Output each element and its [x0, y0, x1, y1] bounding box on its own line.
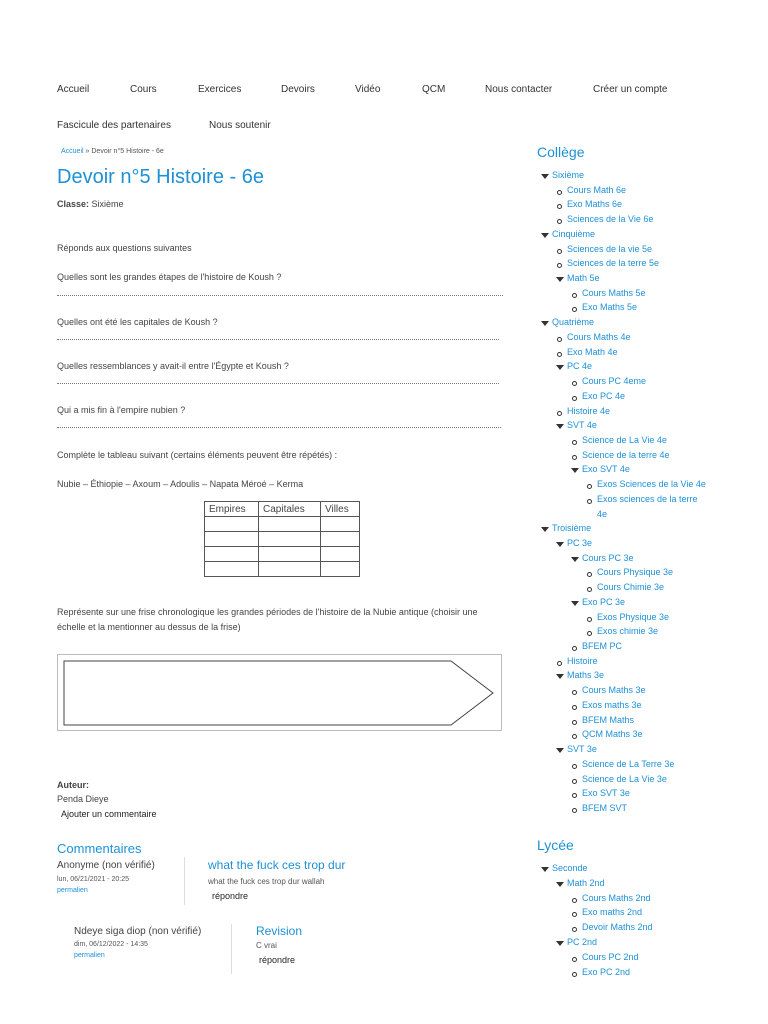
sidebar-item[interactable]: Cours Maths 2nd — [582, 892, 651, 903]
bullet-icon — [572, 690, 577, 695]
breadcrumb-separator: » — [83, 148, 92, 155]
nav-cours[interactable]: Cours — [130, 84, 157, 95]
author-label: Auteur: — [57, 780, 89, 790]
table-cell — [205, 562, 259, 577]
table-cell — [259, 517, 321, 532]
comments-title: Commentaires — [57, 841, 142, 856]
author-name: Penda Dieye — [57, 794, 109, 804]
bullet-icon — [572, 793, 577, 798]
bullet-icon — [572, 972, 577, 977]
sidebar-item[interactable]: Cours Maths 3e — [582, 685, 646, 696]
sidebar-item[interactable]: Exo Maths 6e — [567, 199, 623, 210]
caret-down-icon[interactable] — [571, 557, 579, 562]
sidebar-item[interactable]: Exo Maths 5e — [582, 302, 638, 313]
comment-divider — [231, 924, 232, 974]
sidebar-item[interactable]: Science de La Vie 3e — [582, 773, 667, 784]
sidebar-item[interactable]: Cours PC 4eme — [582, 376, 647, 387]
word-list: Nubie – Éthiopie – Axoum – Adoulis – Napata Méroé – Kerma — [57, 479, 304, 489]
comment-title: what the fuck ces trop dur — [208, 858, 346, 872]
bullet-icon — [587, 587, 592, 592]
comment-body: C vrai — [256, 941, 277, 950]
caret-down-icon[interactable] — [571, 601, 579, 606]
frise-instruction: Représente sur une frise chronologique les grandes périodes de l'histoire de la Nubie antique (choisir une échelle et la mentionner au dessus de la frise) — [57, 607, 478, 632]
sidebar-item[interactable]: Exo PC 4e — [582, 390, 626, 401]
intro-text: Réponds aux questions suivantes — [57, 243, 192, 253]
empires-table — [204, 501, 360, 577]
add-comment-link[interactable]: Ajouter un commentaire — [61, 809, 157, 819]
table-header-villes: Villes — [321, 502, 360, 517]
table-row — [205, 517, 360, 532]
comment-title: Revision — [256, 924, 303, 938]
answer-line-2 — [57, 339, 499, 340]
caret-down-icon[interactable] — [541, 233, 549, 238]
sidebar-item[interactable]: Exos Physique 3e — [597, 611, 670, 622]
table-cell — [205, 547, 259, 562]
comment-author: Anonyme (non vérifié) — [57, 860, 155, 871]
bullet-icon — [557, 661, 562, 666]
sidebar-item[interactable]: Cours Maths 4e — [567, 331, 631, 342]
table-row — [205, 532, 360, 547]
sidebar-item[interactable]: BFEM PC — [582, 641, 623, 652]
nav-creer-compte[interactable]: Créer un compte — [593, 84, 668, 95]
sidebar-item[interactable]: Seconde — [552, 863, 588, 873]
sidebar-item[interactable]: Exos chimie 3e — [597, 626, 659, 637]
table-header-empires: Empires — [205, 502, 259, 517]
sidebar-item[interactable]: Cours Chimie 3e — [597, 582, 665, 593]
bullet-icon — [572, 381, 577, 386]
caret-down-icon[interactable] — [556, 748, 564, 753]
sidebar-item[interactable]: Cours PC 2nd — [582, 951, 639, 962]
sidebar-item[interactable]: SVT 4e — [567, 420, 597, 431]
bullet-icon — [557, 219, 562, 224]
caret-down-icon[interactable] — [556, 542, 564, 547]
sidebar-item[interactable]: Exo maths 2nd — [582, 907, 643, 918]
nav-nous-contacter[interactable]: Nous contacter — [485, 84, 553, 95]
sidebar-item[interactable]: Maths 3e — [567, 670, 605, 681]
comment-permalink[interactable]: permalien — [57, 887, 88, 894]
nav-devoirs[interactable]: Devoirs — [281, 84, 315, 95]
bullet-icon — [572, 764, 577, 769]
sidebar-item[interactable]: Cinquième — [552, 228, 596, 239]
sidebar-item[interactable]: SVT 3e — [567, 744, 597, 755]
sidebar-item[interactable]: Cours Physique 3e — [597, 567, 674, 578]
caret-down-icon[interactable] — [556, 424, 564, 429]
caret-down-icon[interactable] — [541, 867, 549, 872]
sidebar-item[interactable]: Science de La Terre 3e — [582, 758, 675, 769]
caret-down-icon[interactable] — [541, 527, 549, 532]
sidebar-college-title: Collège — [537, 144, 585, 160]
bullet-icon — [557, 190, 562, 195]
sidebar-item[interactable]: Cours Maths 5e — [582, 287, 646, 298]
bullet-icon — [572, 646, 577, 651]
caret-down-icon[interactable] — [556, 882, 564, 887]
reply-link[interactable]: répondre — [259, 955, 296, 965]
frise-arrow — [57, 654, 503, 732]
classe-value: Sixième — [91, 199, 124, 209]
bullet-icon — [572, 808, 577, 813]
bullet-icon — [557, 337, 562, 342]
sidebar-item[interactable]: PC 4e — [567, 361, 593, 372]
sidebar-item[interactable]: Math 2nd — [567, 877, 605, 888]
reply-link[interactable]: répondre — [212, 891, 249, 901]
comment-permalink[interactable]: permalien — [74, 952, 105, 959]
sidebar-item[interactable]: Exo SVT 3e — [582, 788, 630, 799]
page-title: Devoir n°5 Histoire - 6e — [57, 166, 264, 188]
sidebar-item[interactable]: Histoire — [567, 655, 598, 666]
sidebar-item[interactable]: PC 3e — [567, 538, 593, 548]
nav-video[interactable]: Vidéo — [355, 84, 381, 95]
sidebar-item[interactable]: 4e — [597, 508, 608, 519]
sidebar-item[interactable]: Exo SVT 4e — [582, 464, 630, 475]
bullet-icon — [572, 720, 577, 725]
question-1: Quelles sont les grandes étapes de l'histoire de Koush ? — [57, 272, 282, 282]
sidebar-item[interactable]: Cours Math 6e — [567, 184, 627, 195]
sidebar-item[interactable]: Exos Sciences de la Vie 4e — [597, 479, 706, 490]
sidebar-item[interactable]: Science de la terre 4e — [582, 449, 670, 460]
bullet-icon — [557, 249, 562, 254]
sidebar-item[interactable]: Devoir Maths 2nd — [582, 922, 653, 933]
classe-line — [57, 199, 124, 209]
breadcrumb-current: Devoir n°5 Histoire - 6e — [91, 148, 164, 155]
caret-down-icon[interactable] — [556, 941, 564, 946]
comment-date: dim, 06/12/2022 - 14:35 — [74, 941, 148, 948]
bullet-icon — [557, 352, 562, 357]
nav-qcm[interactable]: QCM — [422, 84, 446, 95]
question-3: Quelles ressemblances y avait-il entre l'Égypte et Koush ? — [57, 361, 289, 371]
table-header-capitales: Capitales — [259, 502, 321, 517]
bullet-icon — [557, 204, 562, 209]
sidebar-item[interactable]: PC 2nd — [567, 937, 598, 947]
table-cell — [259, 562, 321, 577]
table-header-row — [205, 502, 360, 517]
sidebar-item[interactable]: QCM Maths 3e — [582, 729, 643, 740]
bullet-icon — [572, 440, 577, 445]
sidebar-lycee-title: Lycée — [537, 837, 574, 853]
bullet-icon — [572, 734, 577, 739]
caret-down-icon[interactable] — [556, 674, 564, 679]
table-row — [205, 562, 360, 577]
sidebar-item[interactable]: BFEM Maths — [582, 714, 635, 725]
sidebar-item[interactable]: Histoire 4e — [567, 405, 611, 416]
bullet-icon — [572, 307, 577, 312]
table-cell — [321, 517, 360, 532]
sidebar-item[interactable]: Exo PC 3e — [582, 596, 626, 607]
sidebar-item[interactable]: Sciences de la terre 5e — [567, 258, 660, 269]
classe-label: Classe: — [57, 199, 90, 209]
table-cell — [205, 517, 259, 532]
bullet-icon — [587, 499, 592, 504]
table-cell — [321, 547, 360, 562]
sidebar-item[interactable]: Sciences de la vie 5e — [567, 243, 653, 254]
caret-down-icon[interactable] — [556, 277, 564, 282]
sidebar-item[interactable]: Exo PC 2nd — [582, 966, 631, 977]
table-cell — [259, 532, 321, 547]
bullet-icon — [557, 263, 562, 268]
sidebar-item[interactable]: Exos sciences de la terre — [597, 493, 698, 504]
caret-down-icon[interactable] — [571, 468, 579, 473]
sidebar-item[interactable]: Cours PC 3e — [582, 552, 634, 563]
bullet-icon — [572, 957, 577, 962]
caret-down-icon[interactable] — [541, 174, 549, 179]
bullet-icon — [587, 484, 592, 489]
comment-author: Ndeye siga diop (non vérifié) — [74, 926, 202, 937]
bullet-icon — [572, 898, 577, 903]
bullet-icon — [587, 631, 592, 636]
answer-line-3 — [57, 383, 499, 384]
nav-fascicule[interactable]: Fascicule des partenaires — [57, 120, 171, 131]
sidebar-item[interactable]: Troisième — [552, 523, 592, 534]
table-row — [205, 547, 360, 562]
bullet-icon — [587, 572, 592, 577]
sidebar-item[interactable]: Sciences de la Vie 6e — [567, 214, 654, 225]
sidebar-item[interactable]: Science de La Vie 4e — [582, 434, 667, 445]
sidebar-item[interactable]: Exos maths 3e — [582, 699, 642, 710]
nav-exercices[interactable]: Exercices — [198, 84, 242, 95]
bullet-icon — [557, 411, 562, 416]
table-cell — [321, 562, 360, 577]
table-cell — [205, 532, 259, 547]
bullet-icon — [572, 912, 577, 917]
breadcrumb-home-link[interactable]: Accueil — [61, 148, 84, 155]
sidebar-item[interactable]: Math 5e — [567, 273, 600, 284]
bullet-icon — [587, 617, 592, 622]
caret-down-icon[interactable] — [556, 365, 564, 370]
table-instruction: Complète le tableau suivant (certains éléments peuvent être répétés) : — [57, 450, 338, 460]
bullet-icon — [572, 779, 577, 784]
bullet-icon — [572, 396, 577, 401]
bullet-icon — [572, 455, 577, 460]
caret-down-icon[interactable] — [541, 321, 549, 326]
answer-line-4 — [57, 427, 501, 428]
table-cell — [259, 547, 321, 562]
nav-accueil[interactable]: Accueil — [57, 84, 90, 95]
question-4: Qui a mis fin à l'empire nubien ? — [57, 405, 186, 415]
bullet-icon — [572, 927, 577, 932]
bullet-icon — [572, 293, 577, 298]
answer-line-1 — [57, 295, 503, 296]
question-2: Quelles ont été les capitales de Koush ? — [57, 317, 218, 327]
sidebar-item[interactable]: Sixième — [552, 170, 585, 180]
comment-date: lun, 06/21/2021 - 20:25 — [57, 876, 130, 883]
comment-divider — [184, 857, 185, 905]
table-cell — [321, 532, 360, 547]
nav-nous-soutenir[interactable]: Nous soutenir — [209, 120, 271, 131]
comment-body: what the fuck ces trop dur wallah — [208, 877, 325, 886]
sidebar-item[interactable]: Exo Math 4e — [567, 346, 618, 357]
breadcrumb — [61, 148, 164, 155]
bullet-icon — [572, 705, 577, 710]
sidebar-item[interactable]: Quatrième — [552, 317, 595, 328]
sidebar-item[interactable]: BFEM SVT — [582, 802, 628, 813]
